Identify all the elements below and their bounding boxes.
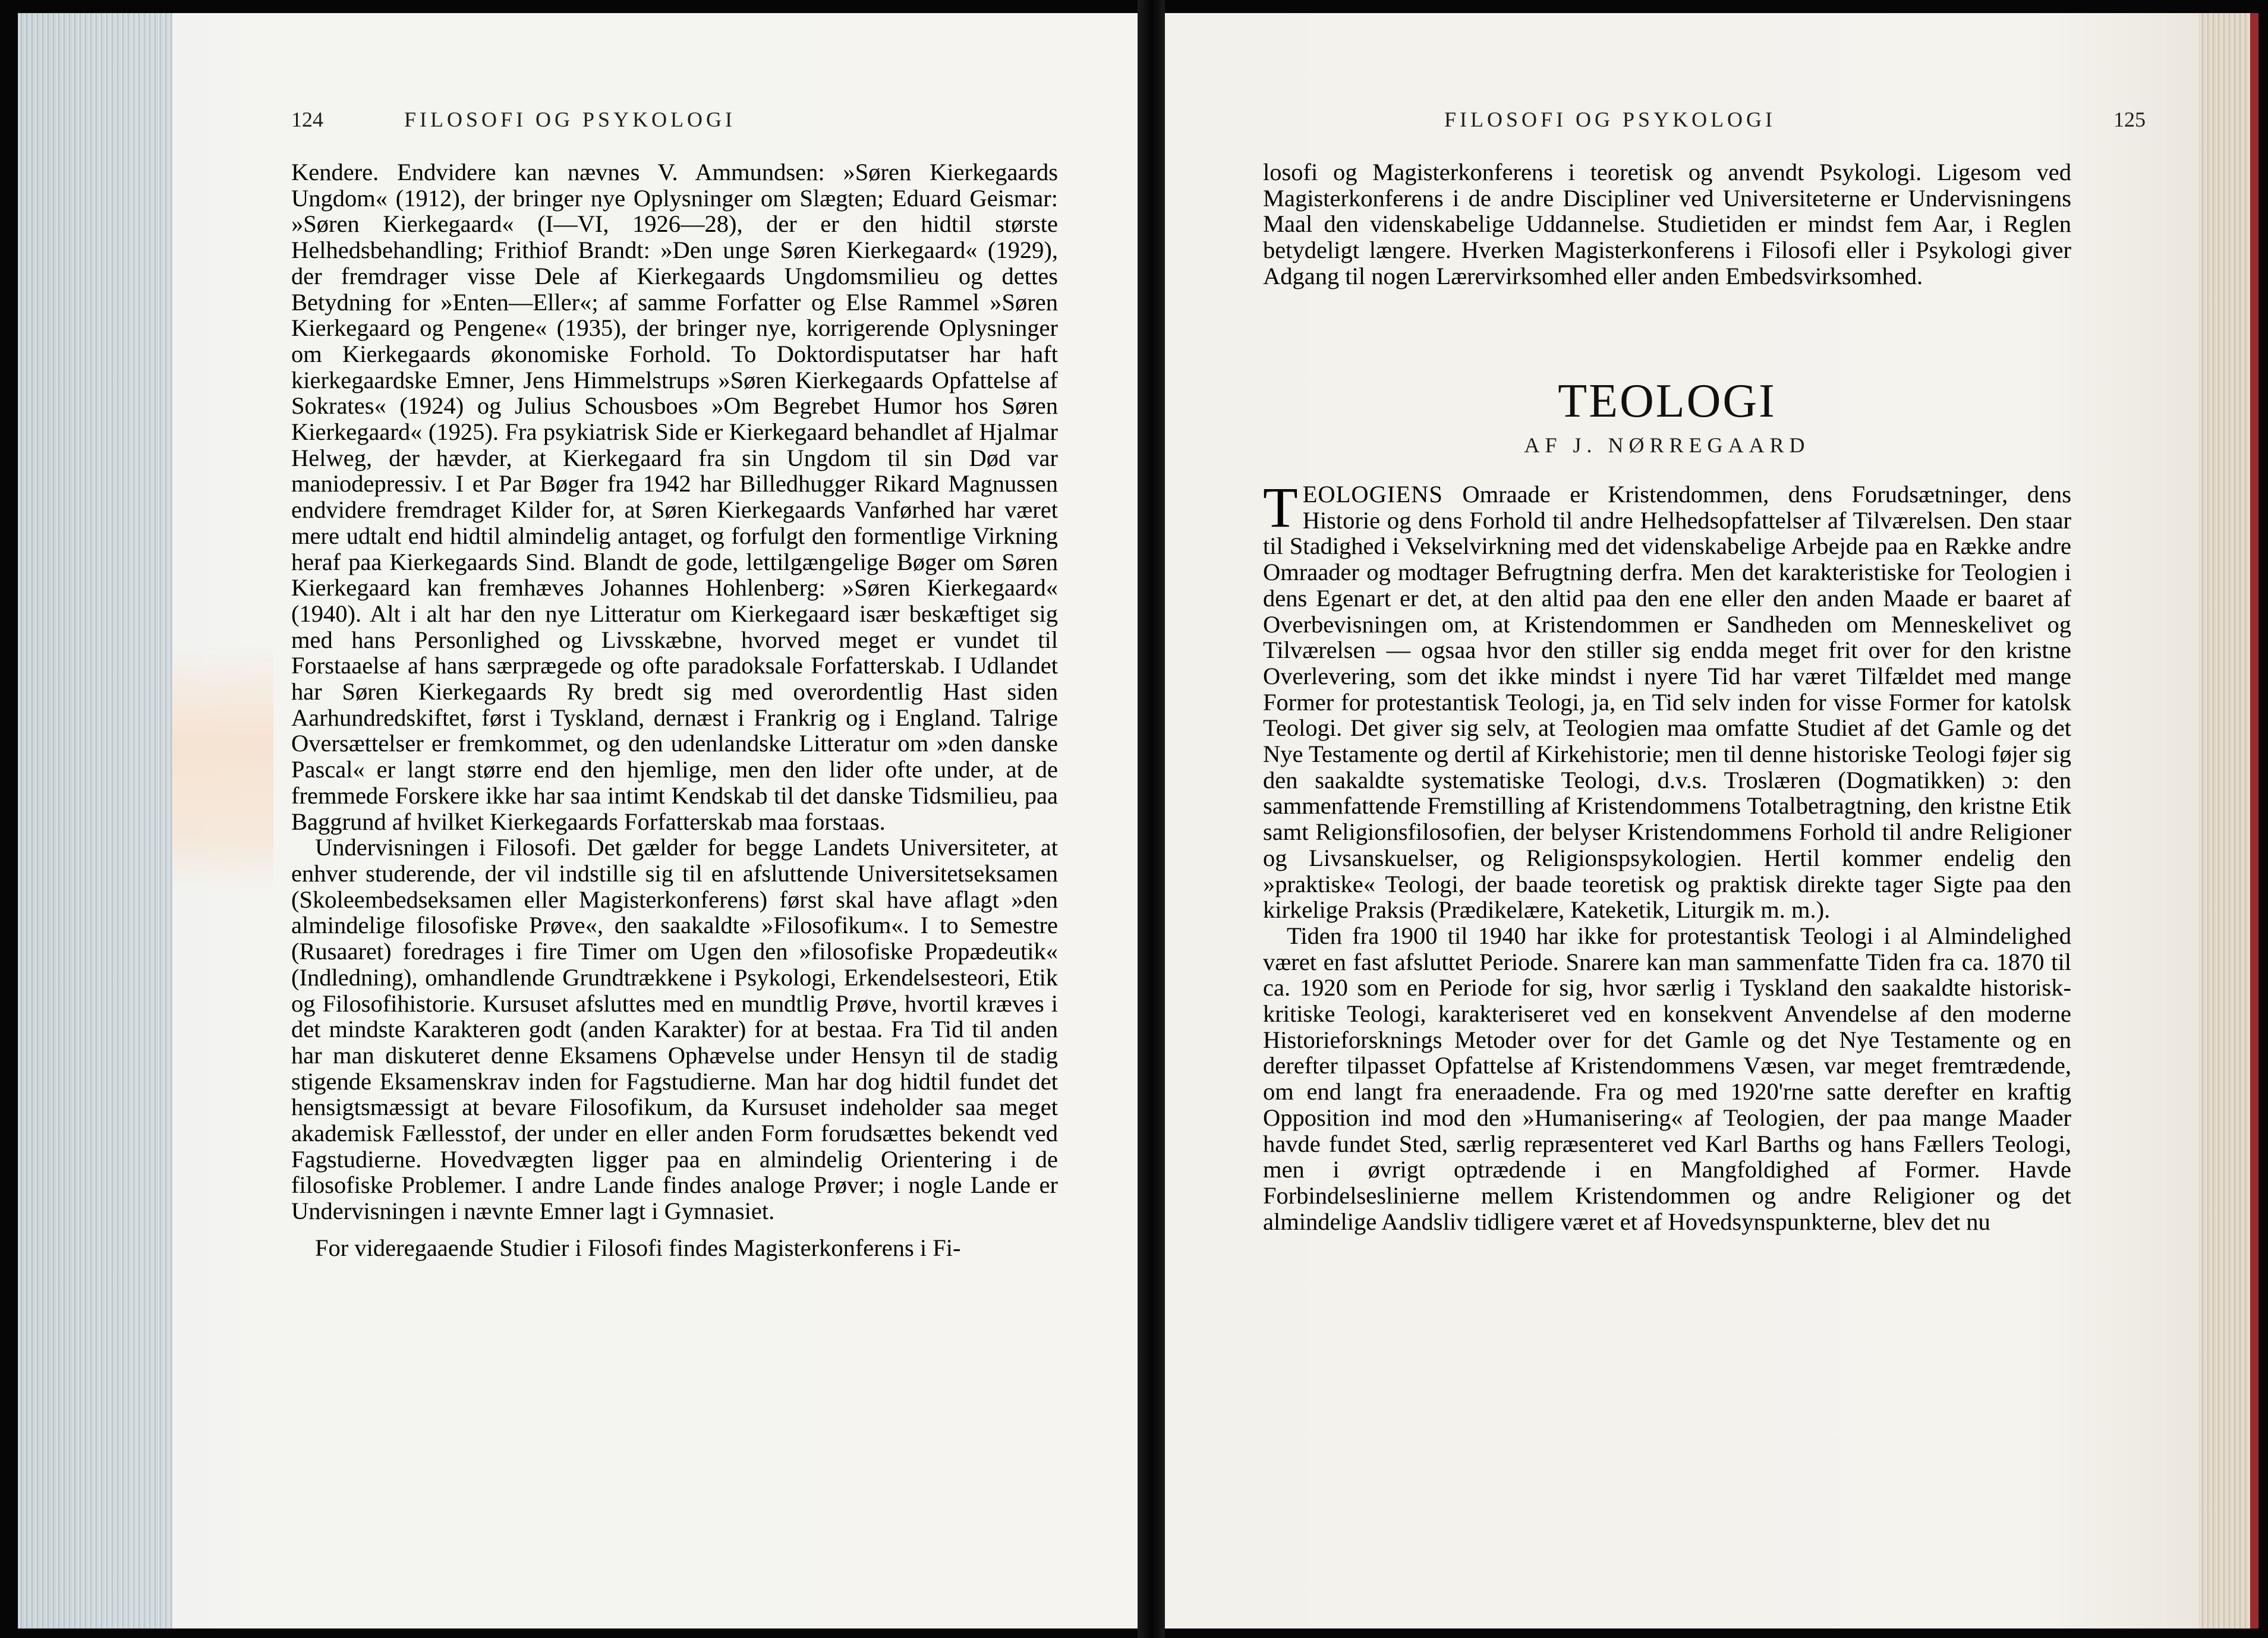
- left-body-text: [291, 159, 1058, 1261]
- right-top-paragraph: losofi og Magisterkonferens i teoretisk og anvendt Psykologi. Ligesom ved Magisterkonferens i de andre Discipliner ved Universiteterne er Undervisningens Maal den videnskabelige Uddannelse. Studietiden er mindst fem Aar, i Reglen betydeligt længere. Hverken Magisterkonferens i Filosofi eller i Psykologi giver Adgang til nogen Lærervirksomhed eller anden Embedsvirksomhed.: [1263, 159, 2071, 289]
- book-cover-edge: [2250, 13, 2258, 1628]
- section-title: TEOLOGI: [1558, 375, 1776, 427]
- right-top-text: [1263, 159, 2071, 289]
- section-author: AF J. NØRREGAARD: [1524, 433, 1810, 457]
- page-discoloration: [172, 642, 273, 892]
- right-paragraph-2: Tiden fra 1900 til 1940 har ikke for protestantisk Teologi i al Almindelighed været en fast afsluttet Periode. Snarere kan man sammenfatte Tiden fra ca. 1870 til ca. 1920 som en Periode for sig, hvor særlig i Tyskland den saakaldte historisk-kritiske Teologi, karakteriseret ved en konsekvent Anvendelse af den moderne Historieforsknings Metoder over for det Gamle og det Nye Testamente og en derefter tilpasset Opfattelse af Kristendommens Væsen, var meget fremtrædende, om end langt fra eneraadende. Fra og med 1920'rne satte derefter en kraftig Opposition ind mod den »Humanisering« af Teologien, der paa mange Maader havde fundet Sted, særlig repræsenteret ved Karl Barths og hans Fællers Teologi, men i øvrigt optrædende i en Mangfoldighed af Former. Havde Forbindelseslinierne mellem Kristendommen og andre Religioner og det almindelige Aandsliv tidligere været et af Hovedsynspunkterne, blev det nu: [1263, 922, 2071, 1235]
- right-running-header: [1444, 107, 2146, 143]
- left-page-number: 124: [291, 108, 323, 131]
- left-paragraph-2: Undervisningen i Filosofi. Det gælder for begge Landets Universiteter, at enhver studerende, der vil indstille sig til en afsluttende Universitetseksamen (Skoleembedseksamen eller Magisterkonferens) først skal have aflagt »den almindelige filosofiske Prøve«, den saakaldte »Filosofikum«. I to Semestre (Rusaaret) foredrages i fire Timer om Ugen den »filosofiske Propædeutik« (Indledning), omhandlende Grundtrækkene i Psykologi, Erkendelsesteori, Etik og Filosofihistorie. Kursuset afsluttes med en mundtlig Prøve, hvortil kræves i det mindste Karakteren godt (anden Karakter) for at bestaa. Fra Tid til anden har man diskuteret denne Eksamens Ophævelse under Hensyn til de stadig stigende Eksamenskrav inden for Fagstudierne. Man har dog hidtil fundet det hensigtsmæssigt at bevare Filosofikum, da Kursuset indeholder saa meget akademisk Fællesstof, der under en eller anden Form forudsættes bekendt ved Fagstudierne. Hovedvægten ligger paa en almindelig Orientering i de filosofiske Problemer. I andre Lande findes analoge Prøver; i nogle Lande er Undervisningen i nævnte Emner lagt i Gymnasiet.: [291, 834, 1058, 1225]
- right-main-text: [1263, 475, 2071, 1235]
- left-paragraph-1: Kendere. Endvidere kan nævnes V. Ammundsen: »Søren Kierkegaards Ungdom« (1912), der bringer nye Oplysninger om Slægten; Eduard Geismar: »Søren Kierkegaard« (I—VI, 1926—28), der er den hidtil største Helhedsbehandling; Frithiof Brandt: »Den unge Søren Kierkegaard« (1929), der fremdrager visse Dele af Kierkegaards Ungdomsmilieu og dettes Betydning for »Enten—Eller«; af samme Forfatter og Else Rammel »Søren Kierkegaard og Pengene« (1935), der bringer nye, korrigerende Oplysninger om Kierkegaards økonomiske Forhold. To Doktordisputatser har haft kierkegaardske Emner, Jens Himmelstrups »Søren Kierkegaards Opfattelse af Sokrates« (1924) og Julius Schousboes »Om Begrebet Humor hos Søren Kierkegaard« (1925). Fra psykiatrisk Side er Kierkegaard behandlet af Hjalmar Helweg, der hævder, at Kierkegaard fra sin Ungdom til sin Død var maniodepressiv. I et Par Bøger fra 1942 har Billedhugger Rikard Magnussen endvidere fremdraget Kilder for, at Søren Kierkegaards Vanførhed har været mere udtalt end hidtil almindelig antaget, og forfulgt den formentlige Virkning heraf paa Kierkegaards Sind. Blandt de gode, lettilgængelige Bøger om Søren Kierkegaard kan fremhæves Johannes Hohlenberg: »Søren Kierkegaard« (1940). Alt i alt har den nye Litteratur om Kierkegaard især beskæftiget sig med hans Personlighed og Livsskæbne, hvorved meget er vundet til Forstaaelse af hans særprægede og ofte paradoksale Forfatterskab. I Udlandet har Søren Kierkegaards Ry bredt sig med overordentlig Hast siden Aarhundredskiftet, først i Tyskland, dernæst i Frankrig og i England. Talrige Oversættelser er fremkommet, og den udenlandske Litteratur om »den danske Pascal« er langt større end den hjemlige, men den lider ofte under, at de fremmede Forskere ikke har saa intimt Kendskab til det danske Tidsmilieu, paa Baggrund af hvilket Kierkegaards Forfatterskab maa forstaas.: [291, 159, 1058, 835]
- left-running-header: [291, 107, 1064, 143]
- right-running-head: FILOSOFI OG PSYKOLOGI: [1444, 108, 1776, 131]
- right-paragraph-1: [1263, 475, 2071, 924]
- left-page-edges: [18, 13, 172, 1628]
- left-running-head: FILOSOFI OG PSYKOLOGI: [404, 108, 736, 131]
- book-gutter: [1138, 0, 1165, 1638]
- drop-cap: T: [1263, 475, 1298, 539]
- right-page-edges: [2199, 13, 2253, 1628]
- right-page-number: 125: [2113, 108, 2146, 131]
- left-paragraph-3: For videregaaende Studier i Filosofi findes Magisterkonferens i Fi-: [315, 1234, 961, 1261]
- first-word: EOLOGIENS: [1302, 481, 1443, 508]
- right-paragraph-1-text: Omraade er Kristendommen, dens Forudsætninger, dens Historie og dens Forhold til andre Helhedsopfattelser af Tilværelsen. Den staar til Stadighed i Vekselvirkning med det videnskabelige Arbejde paa en Række andre Omraader og modtager Befrugtning derfra. Men det karakteristiske for Teologien i dens Egenart er det, at den altid paa den ene eller den anden Maade er baaret af Overbevisningen om, at Kristendommen er Sandheden om Menneskelivet og Tilværelsen — ogsaa hvor den stiller sig endda meget frit over for den kristne Overlevering, som det ikke mindst i nyere Tid har været Tilfældet med mange Former for protestantisk Teologi, ja, en Tid selv inden for visse Former for katolsk Teologi. Det giver sig selv, at Teologien maa omfatte Studiet af det Gamle og det Nye Testamente og dertil af Kirkehistorie; men til denne historiske Teologi føjer sig den saakaldte systematiske Teologi, d.v.s. Troslæren (Dogmatikken) ɔ: den sammenfattende Fremstilling af Kristendommens Totalbetragtning, den kristne Etik samt Religionsfilosofien, der belyser Kristendommens Forhold til andre Religioner og Livsanskuelser, og Religionspsykologien. Hertil kommer endelig den »praktiske« Teologi, der baade teoretisk og praktisk direkte tager Sigte paa den kirkelige Praksis (Prædikelære, Kateketik, Liturgik m. m.).: [1263, 481, 2071, 924]
